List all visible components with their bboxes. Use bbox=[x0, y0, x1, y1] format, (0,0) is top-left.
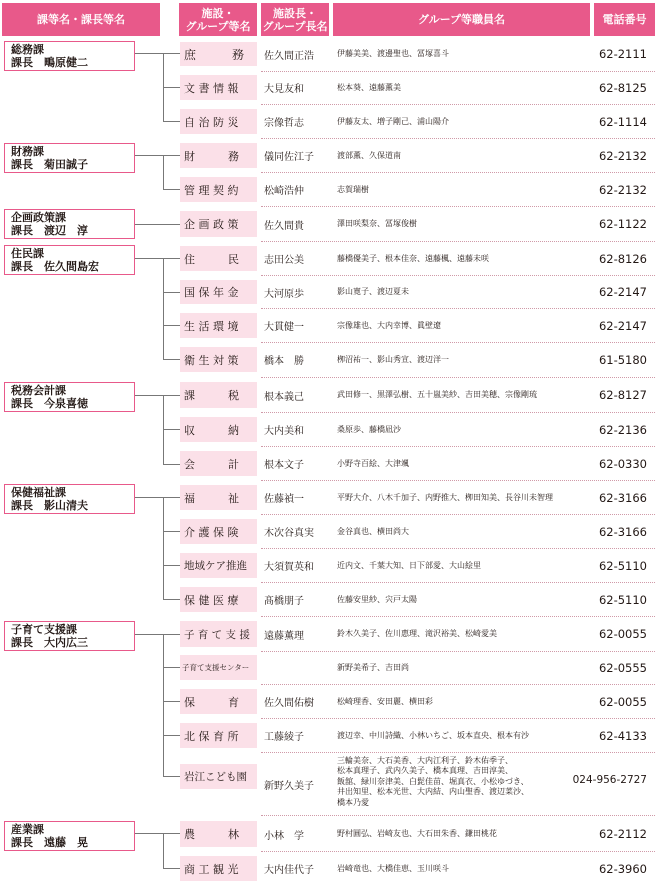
group-chief: 小林 学 bbox=[264, 830, 304, 842]
header-department: 課等名・課長等名 bbox=[2, 3, 160, 36]
connector-line bbox=[135, 258, 180, 259]
phone-number: 62-3166 bbox=[598, 524, 647, 539]
group-staff: 平野大介、八木千加子、内野推大、栁田知美、長谷川未智理 bbox=[337, 492, 553, 502]
phone-number: 024-956-2727 bbox=[572, 773, 647, 786]
group-name: 文 書 情 報 bbox=[180, 75, 257, 100]
phone-number: 62-2132 bbox=[598, 148, 647, 163]
row-separator bbox=[261, 138, 655, 139]
department-box bbox=[4, 821, 135, 851]
group-chief: 新野久美子 bbox=[264, 781, 314, 792]
header-group-text: 施設・ グループ等名 bbox=[185, 6, 251, 33]
connector-line bbox=[135, 634, 180, 635]
group-staff: 渡部薫、久保道南 bbox=[337, 150, 401, 160]
phone-number: 62-5110 bbox=[598, 592, 647, 607]
row-separator bbox=[261, 308, 655, 309]
phone-number: 62-2147 bbox=[598, 285, 647, 299]
group-name: 保 健 医 療 bbox=[180, 587, 257, 612]
header-group bbox=[179, 3, 257, 36]
phone-number: 62-8126 bbox=[598, 251, 647, 266]
group-chief: 佐久間佑樹 bbox=[264, 698, 314, 709]
connector-line bbox=[163, 701, 180, 702]
group-name: 農 林 bbox=[180, 821, 257, 847]
phone-number: 62-3960 bbox=[598, 861, 647, 876]
connector-line bbox=[135, 155, 180, 156]
phone-number: 62-0055 bbox=[598, 627, 647, 641]
row-separator bbox=[261, 275, 655, 276]
row-separator bbox=[261, 651, 655, 652]
connector-line bbox=[163, 531, 180, 532]
group-chief: 儀同佐江子 bbox=[264, 152, 314, 163]
group-staff: 伊藤友太、増子剛己、浦山陽介 bbox=[337, 116, 449, 126]
group-chief: 佐久間貴 bbox=[264, 220, 304, 232]
group-name: 北 保 育 所 bbox=[180, 723, 257, 748]
connector-line bbox=[135, 497, 180, 498]
group-staff: 渡辺幸、中川詩織、小林いちご、坂本直央、根本有沙 bbox=[337, 730, 529, 740]
connector-line bbox=[163, 155, 164, 189]
phone-number: 62-2147 bbox=[598, 318, 647, 333]
row-separator bbox=[261, 480, 655, 481]
group-chief: 根本文子 bbox=[264, 460, 304, 471]
header-chief bbox=[261, 3, 329, 36]
connector-line bbox=[163, 121, 180, 122]
group-staff: 野村圓弘、岩崎友也、大石田朱香、鎌田桃花 bbox=[337, 829, 497, 838]
row-separator bbox=[261, 582, 655, 583]
row-separator bbox=[261, 851, 655, 852]
phone-number: 62-2132 bbox=[598, 182, 647, 197]
row-separator bbox=[261, 815, 655, 816]
group-staff: 近内文、千葉大知、日下部愛、大山絵里 bbox=[337, 560, 481, 570]
department-name: 保健福祉課 bbox=[11, 486, 66, 499]
row-separator bbox=[261, 684, 655, 685]
group-chief: 工藤綾子 bbox=[264, 732, 304, 743]
group-staff: 志賀瑞樹 bbox=[337, 184, 369, 194]
connector-line bbox=[163, 292, 180, 293]
department-head: 課長 大内広三 bbox=[11, 636, 88, 649]
row-separator bbox=[261, 206, 655, 207]
connector-line bbox=[135, 53, 180, 54]
connector-line bbox=[163, 833, 164, 868]
group-staff: 影山寛子、渡辺夏未 bbox=[337, 287, 409, 296]
row-separator bbox=[261, 377, 655, 378]
phone-number: 62-8127 bbox=[598, 388, 647, 402]
group-name: 自 治 防 災 bbox=[180, 109, 257, 134]
group-chief: 大須賀英和 bbox=[264, 562, 314, 573]
phone-number: 62-1122 bbox=[598, 217, 647, 231]
connector-line bbox=[163, 868, 180, 869]
group-chief: 松崎浩仲 bbox=[264, 186, 304, 197]
department-name: 企画政策課 bbox=[11, 211, 66, 224]
group-chief: 宗像哲志 bbox=[264, 118, 304, 129]
connector-line bbox=[163, 429, 180, 430]
group-staff: 三輪美奈、大石美香、大内江利子、鈴木佑季子、 松本真理子、武内久美子、橋本真理、吉田淳美、 飯舘、緑川奈津美、白髭佳苗、堀真衣、小松ゆづき、 井出知里、松本光世、大内結、内山聖香、渡辺菜沙、 橋本乃愛 bbox=[337, 755, 529, 807]
row-separator bbox=[261, 718, 655, 719]
connector-line bbox=[163, 565, 180, 566]
department-name: 子育て支援課 bbox=[11, 623, 77, 636]
connector-line bbox=[163, 189, 180, 190]
department-head: 課長 今泉喜徳 bbox=[11, 397, 88, 410]
department-name: 総務課 bbox=[11, 43, 44, 56]
group-chief: 根本義己 bbox=[264, 391, 304, 403]
group-name: 企 画 政 策 bbox=[180, 211, 257, 237]
row-separator bbox=[261, 342, 655, 343]
header-staff: グループ等職員名 bbox=[333, 3, 590, 36]
phone-number: 62-4133 bbox=[598, 728, 647, 743]
connector-line bbox=[163, 599, 180, 600]
department-head: 課長 影山清夫 bbox=[11, 499, 88, 512]
connector-line bbox=[163, 325, 180, 326]
phone-number: 62-2136 bbox=[598, 422, 647, 437]
phone-number: 61-5180 bbox=[598, 352, 647, 367]
group-staff: 栁沼祐一、影山秀宣、渡辺洋一 bbox=[337, 354, 449, 364]
department-box bbox=[4, 484, 135, 514]
phone-number: 62-2112 bbox=[598, 827, 647, 841]
group-staff: 松本葵、遠藤薫美 bbox=[337, 82, 401, 92]
group-name: 福 祉 bbox=[180, 485, 257, 510]
group-name: 保 育 bbox=[180, 689, 257, 714]
group-name: 住 民 bbox=[180, 246, 257, 271]
header-tel: 電話番号 bbox=[594, 3, 655, 36]
department-box bbox=[4, 382, 135, 412]
group-staff: 桑原歩、藤橋凪沙 bbox=[337, 424, 401, 434]
group-staff: 佐藤安里紗、宍戸太陽 bbox=[337, 594, 417, 604]
row-separator bbox=[261, 172, 655, 173]
connector-line bbox=[135, 224, 180, 225]
group-name: 財 務 bbox=[180, 143, 257, 168]
row-separator bbox=[261, 548, 655, 549]
group-chief: 大内佳代子 bbox=[264, 865, 314, 876]
group-chief bbox=[264, 655, 332, 680]
group-name: 収 納 bbox=[180, 417, 257, 442]
phone-number: 62-0330 bbox=[598, 456, 647, 471]
group-name: 庶 務 bbox=[180, 42, 257, 66]
department-head: 課長 鴫原健二 bbox=[11, 56, 88, 69]
phone-number: 62-0055 bbox=[598, 694, 647, 709]
department-head: 課長 佐久間島宏 bbox=[11, 260, 99, 273]
group-name: 生 活 環 境 bbox=[180, 313, 257, 338]
connector-line bbox=[163, 497, 164, 599]
group-name: 会 計 bbox=[180, 451, 257, 476]
connector-line bbox=[163, 735, 180, 736]
group-staff: 藤橋優美子、根本佳奈、遠藤楓、遠藤未咲 bbox=[337, 253, 489, 263]
phone-number: 62-3166 bbox=[598, 490, 647, 505]
group-staff: 小野寺百絵、大津颯 bbox=[337, 458, 409, 468]
connector-line bbox=[163, 258, 164, 359]
connector-line bbox=[163, 667, 180, 668]
phone-number: 62-8125 bbox=[598, 80, 647, 95]
row-separator bbox=[261, 412, 655, 413]
phone-number: 62-5110 bbox=[598, 558, 647, 573]
group-chief: 髙橋朋子 bbox=[264, 596, 304, 607]
row-separator bbox=[261, 446, 655, 447]
department-name: 産業課 bbox=[11, 823, 44, 836]
group-name: 商 工 観 光 bbox=[180, 856, 257, 881]
group-name: 衛 生 対 策 bbox=[180, 347, 257, 372]
group-chief: 大内美和 bbox=[264, 426, 304, 437]
phone-number: 62-0555 bbox=[598, 660, 647, 675]
connector-line bbox=[163, 634, 164, 776]
group-staff: 伊藤美美、渡邊聖也、冨塚喜斗 bbox=[337, 49, 449, 58]
connector-line bbox=[163, 87, 180, 88]
connector-line bbox=[163, 776, 180, 777]
group-staff: 武田修一、黒澤弘樹、五十嵐美紗、吉田美穂、宗像剛琉 bbox=[337, 390, 537, 399]
row-separator bbox=[261, 241, 655, 242]
connector-line bbox=[135, 833, 180, 834]
department-name: 税務会計課 bbox=[11, 384, 66, 397]
department-name: 財務課 bbox=[11, 145, 44, 158]
group-staff: 宗像雄也、大内幸博、眞壁遼 bbox=[337, 320, 441, 330]
group-chief: 大河原歩 bbox=[264, 288, 304, 300]
department-box bbox=[4, 143, 135, 173]
group-staff: 鈴木久美子、佐川惠理、滝沢裕美、松崎愛美 bbox=[337, 629, 497, 638]
group-name: 管 理 契 約 bbox=[180, 177, 257, 202]
department-box bbox=[4, 41, 135, 71]
group-chief: 橋本 勝 bbox=[264, 356, 304, 367]
group-chief: 大貫健一 bbox=[264, 322, 304, 333]
group-staff: 岩崎竜也、大橋佳恵、玉川咲斗 bbox=[337, 863, 449, 873]
group-chief: 佐久間正浩 bbox=[264, 50, 314, 62]
group-name: 岩江こども園 bbox=[180, 764, 257, 789]
group-name: 子 育 て 支 援 bbox=[180, 621, 257, 647]
header-chief-text: 施設長・ グループ長名 bbox=[262, 6, 328, 33]
group-name: 子育て支援センター bbox=[180, 655, 257, 680]
row-separator bbox=[261, 104, 655, 105]
group-name: 介 護 保 険 bbox=[180, 519, 257, 544]
group-chief: 大見友和 bbox=[264, 84, 304, 95]
connector-line bbox=[135, 395, 180, 396]
department-head: 課長 遠藤 晃 bbox=[11, 836, 88, 849]
phone-number: 62-2111 bbox=[598, 47, 647, 61]
phone-number: 62-1114 bbox=[598, 114, 647, 129]
group-staff: 松崎理香、安田麗、横田彩 bbox=[337, 696, 433, 706]
group-chief: 佐藤禎一 bbox=[264, 494, 304, 505]
department-box bbox=[4, 621, 135, 651]
department-name: 住民課 bbox=[11, 247, 44, 260]
row-separator bbox=[261, 71, 655, 72]
group-name: 課 税 bbox=[180, 382, 257, 408]
group-chief: 志田公美 bbox=[264, 255, 304, 266]
group-staff: 金谷真也、横田尚大 bbox=[337, 526, 409, 536]
department-box bbox=[4, 209, 135, 239]
department-box bbox=[4, 245, 135, 275]
row-separator bbox=[261, 514, 655, 515]
department-head: 課長 菊田誠子 bbox=[11, 158, 88, 171]
department-head: 課長 渡辺 淳 bbox=[11, 224, 88, 237]
group-chief: 遠藤薫理 bbox=[264, 630, 304, 642]
group-staff: 澤田咲梨奈、冨塚俊樹 bbox=[337, 219, 417, 228]
row-separator bbox=[261, 616, 655, 617]
connector-line bbox=[163, 359, 180, 360]
group-chief: 木次谷真実 bbox=[264, 528, 314, 539]
group-name: 国 保 年 金 bbox=[180, 280, 257, 304]
connector-line bbox=[163, 464, 180, 465]
group-staff: 新野美希子、吉田尚 bbox=[337, 662, 409, 672]
group-name: 地域ケア推進 bbox=[180, 553, 257, 578]
